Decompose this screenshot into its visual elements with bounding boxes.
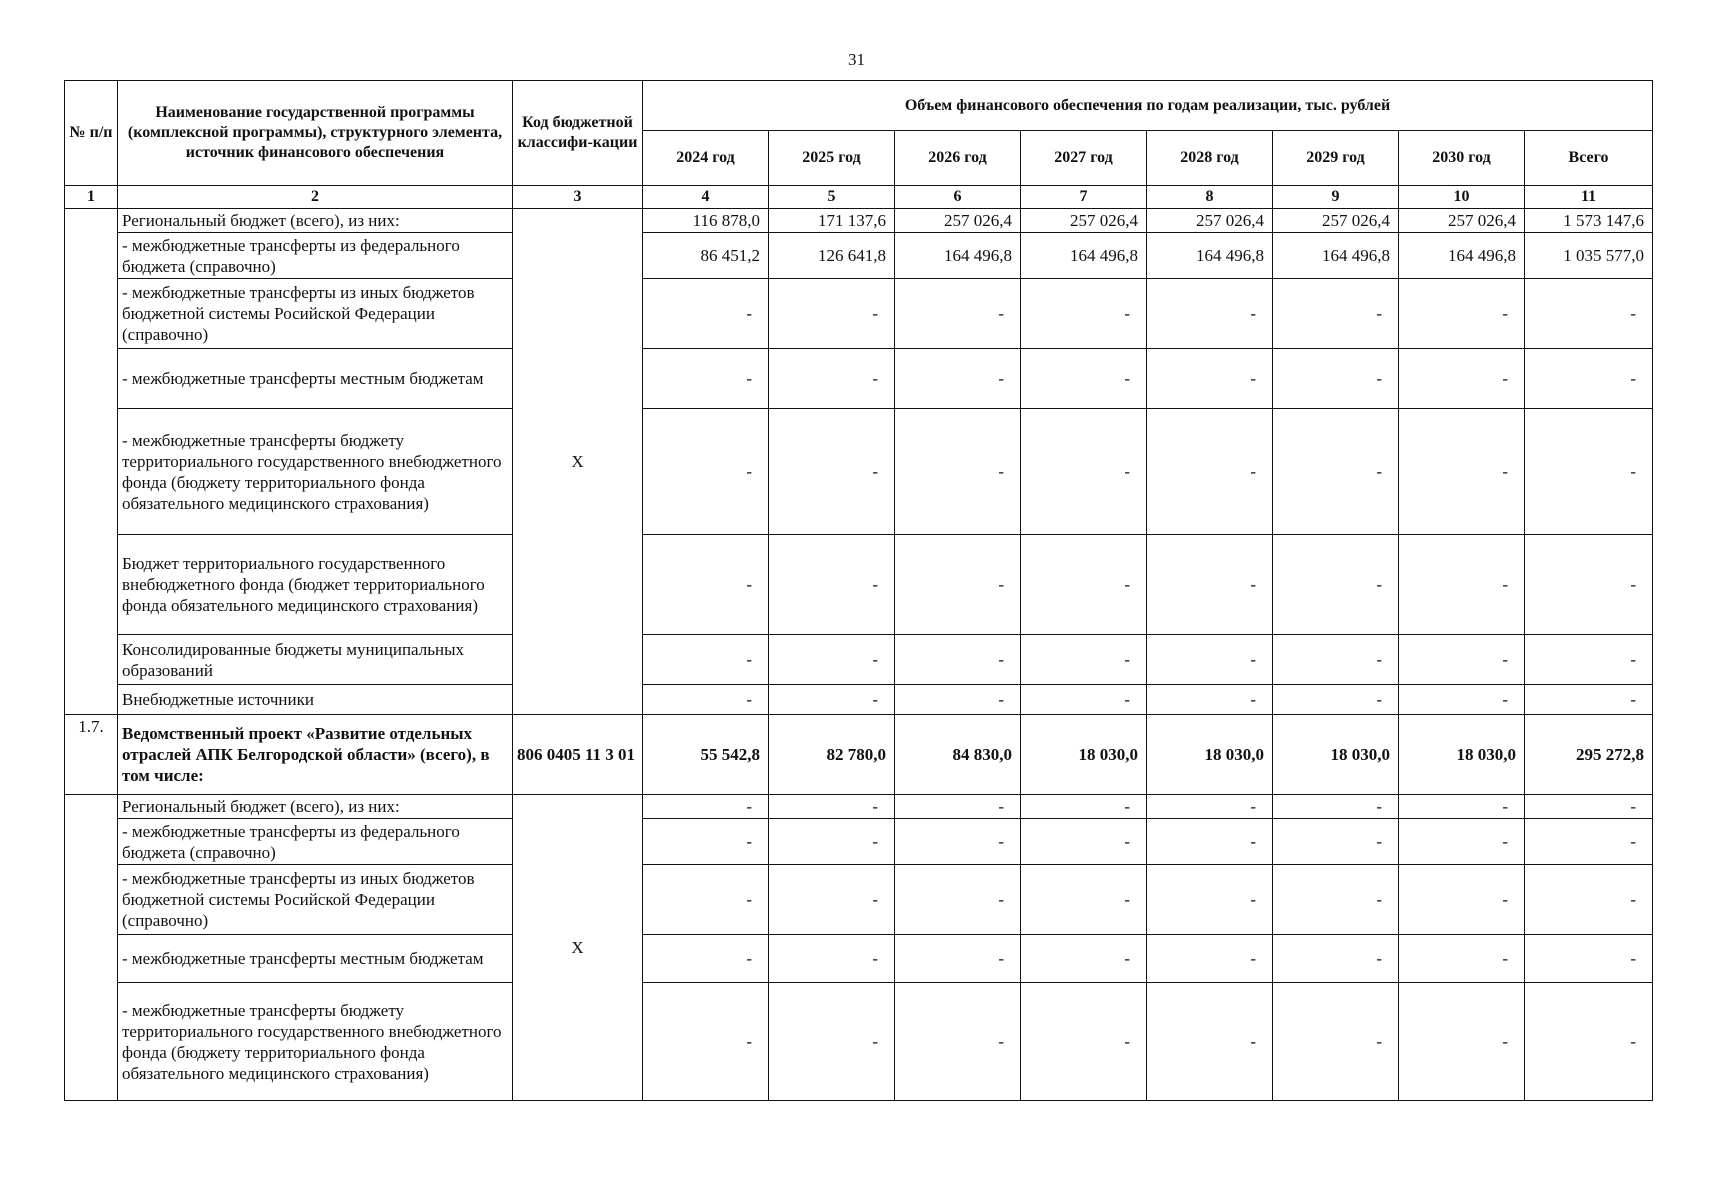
value-cell: -	[895, 535, 1021, 635]
value-cell: 257 026,4	[1021, 209, 1147, 233]
total-cell: -	[1525, 349, 1653, 409]
total-cell: -	[1525, 685, 1653, 715]
value-cell: -	[895, 935, 1021, 983]
row-name: - межбюджетные трансферты бюджету территориального государственного внебюджетного фонда (бюджету территориального фонда обязательного медицинского страхования)	[118, 983, 513, 1101]
value-cell: -	[769, 935, 895, 983]
total-cell: 295 272,8	[1525, 715, 1653, 795]
total-cell: -	[1525, 795, 1653, 819]
value-cell: -	[1399, 795, 1525, 819]
total-cell: -	[1525, 819, 1653, 865]
value-cell: -	[1147, 349, 1273, 409]
value-cell: -	[1273, 409, 1399, 535]
value-cell: -	[643, 535, 769, 635]
value-cell: 257 026,4	[1399, 209, 1525, 233]
value-cell: -	[895, 819, 1021, 865]
value-cell: -	[643, 795, 769, 819]
budget-code: X	[513, 209, 643, 715]
header-year: 2028 год	[1147, 131, 1273, 186]
value-cell: -	[643, 349, 769, 409]
row-name: - межбюджетные трансферты из федерального бюджета (справочно)	[118, 233, 513, 279]
value-cell: -	[1399, 865, 1525, 935]
value-cell: 257 026,4	[1273, 209, 1399, 233]
value-cell: -	[769, 349, 895, 409]
total-cell: -	[1525, 409, 1653, 535]
row-name: - межбюджетные трансферты бюджету территориального государственного внебюджетного фонда (бюджету территориального фонда обязательного медицинского страхования)	[118, 409, 513, 535]
table-row	[65, 535, 1653, 635]
value-cell: -	[1273, 279, 1399, 349]
total-cell: -	[1525, 279, 1653, 349]
budget-code: X	[513, 795, 643, 1101]
value-cell: -	[643, 865, 769, 935]
value-cell: 164 496,8	[895, 233, 1021, 279]
column-index: 5	[769, 186, 895, 209]
column-index: 3	[513, 186, 643, 209]
value-cell: -	[1399, 635, 1525, 685]
column-index: 8	[1147, 186, 1273, 209]
page-number: 31	[848, 50, 865, 69]
value-cell: 257 026,4	[1147, 209, 1273, 233]
row-name: Бюджет территориального государственного внебюджетного фонда (бюджет территориального фонда обязательного медицинского страхования)	[118, 535, 513, 635]
value-cell: -	[1147, 685, 1273, 715]
value-cell: -	[1399, 279, 1525, 349]
value-cell: 84 830,0	[895, 715, 1021, 795]
total-cell: -	[1525, 983, 1653, 1101]
value-cell: -	[643, 409, 769, 535]
total-cell: -	[1525, 865, 1653, 935]
value-cell: -	[1147, 635, 1273, 685]
value-cell: -	[1147, 865, 1273, 935]
value-cell: 126 641,8	[769, 233, 895, 279]
header-name: Наименование государственной программы (комплексной программы), структурного элемента, источник финансового обеспечения	[118, 81, 513, 186]
value-cell: 86 451,2	[643, 233, 769, 279]
table-row	[65, 409, 1653, 535]
row-name: - межбюджетные трансферты из иных бюджетов бюджетной системы Росийской Федерации (справочно)	[118, 279, 513, 349]
column-index: 1	[65, 186, 118, 209]
value-cell: -	[1399, 409, 1525, 535]
row-number: 1.7.	[65, 715, 118, 795]
total-cell: -	[1525, 935, 1653, 983]
value-cell: -	[1273, 819, 1399, 865]
table-row	[65, 819, 1653, 865]
value-cell: -	[769, 279, 895, 349]
table-row	[65, 935, 1653, 983]
value-cell: -	[895, 685, 1021, 715]
total-cell: -	[1525, 635, 1653, 685]
value-cell: -	[1399, 819, 1525, 865]
value-cell: 164 496,8	[1021, 233, 1147, 279]
project-row	[65, 715, 1653, 795]
row-name: Консолидированные бюджеты муниципальных образований	[118, 635, 513, 685]
header-year: 2026 год	[895, 131, 1021, 186]
table-row	[65, 795, 1653, 819]
value-cell: -	[895, 349, 1021, 409]
table-row	[65, 233, 1653, 279]
column-index: 10	[1399, 186, 1525, 209]
value-cell: 82 780,0	[769, 715, 895, 795]
value-cell: -	[769, 635, 895, 685]
value-cell: -	[895, 865, 1021, 935]
value-cell: 116 878,0	[643, 209, 769, 233]
table-row	[65, 279, 1653, 349]
value-cell: -	[1021, 349, 1147, 409]
table-row	[65, 209, 1653, 233]
table-row	[65, 635, 1653, 685]
value-cell: -	[1399, 935, 1525, 983]
row-name: Региональный бюджет (всего), из них:	[118, 795, 513, 819]
column-index: 4	[643, 186, 769, 209]
row-name: - межбюджетные трансферты из иных бюджетов бюджетной системы Росийской Федерации (справочно)	[118, 865, 513, 935]
value-cell: -	[1021, 635, 1147, 685]
value-cell: -	[1021, 865, 1147, 935]
column-index: 2	[118, 186, 513, 209]
value-cell: -	[769, 819, 895, 865]
budget-code: 806 0405 11 3 01	[513, 715, 643, 795]
project-name: Ведомственный проект «Развитие отдельных отраслей АПК Белгородской области» (всего), в том числе:	[118, 715, 513, 795]
header-code: Код бюджетной классифи-кации	[513, 81, 643, 186]
value-cell: -	[1147, 279, 1273, 349]
header-no: № п/п	[65, 81, 118, 186]
column-index: 6	[895, 186, 1021, 209]
value-cell: -	[1147, 535, 1273, 635]
value-cell: -	[769, 795, 895, 819]
value-cell: -	[1021, 935, 1147, 983]
value-cell: 55 542,8	[643, 715, 769, 795]
value-cell: -	[1021, 535, 1147, 635]
value-cell: 164 496,8	[1273, 233, 1399, 279]
value-cell: -	[1399, 983, 1525, 1101]
row-number-empty	[65, 795, 118, 1101]
value-cell: -	[895, 279, 1021, 349]
column-index: 9	[1273, 186, 1399, 209]
header-volume: Объем финансового обеспечения по годам реализации, тыс. рублей	[643, 81, 1653, 131]
row-name: Внебюджетные источники	[118, 685, 513, 715]
row-name: - межбюджетные трансферты местным бюджетам	[118, 935, 513, 983]
total-cell: 1 035 577,0	[1525, 233, 1653, 279]
row-name: - межбюджетные трансферты из федерального бюджета (справочно)	[118, 819, 513, 865]
column-index: 7	[1021, 186, 1147, 209]
value-cell: -	[1021, 983, 1147, 1101]
value-cell: -	[1147, 935, 1273, 983]
table-row	[65, 983, 1653, 1101]
value-cell: 171 137,6	[769, 209, 895, 233]
table-row	[65, 685, 1653, 715]
row-name: - межбюджетные трансферты местным бюджетам	[118, 349, 513, 409]
table-row	[65, 865, 1653, 935]
value-cell: -	[643, 935, 769, 983]
value-cell: -	[643, 685, 769, 715]
value-cell: -	[1147, 409, 1273, 535]
value-cell: -	[1021, 409, 1147, 535]
value-cell: -	[1021, 819, 1147, 865]
value-cell: -	[769, 685, 895, 715]
financing-table	[64, 80, 1653, 1101]
header-year: 2029 год	[1273, 131, 1399, 186]
header-year: 2030 год	[1399, 131, 1525, 186]
value-cell: 164 496,8	[1399, 233, 1525, 279]
value-cell: 18 030,0	[1147, 715, 1273, 795]
value-cell: -	[1147, 819, 1273, 865]
value-cell: -	[1021, 279, 1147, 349]
value-cell: -	[1273, 635, 1399, 685]
value-cell: -	[1273, 349, 1399, 409]
value-cell: -	[1021, 685, 1147, 715]
row-name: Региональный бюджет (всего), из них:	[118, 209, 513, 233]
value-cell: -	[1273, 935, 1399, 983]
value-cell: 18 030,0	[1399, 715, 1525, 795]
value-cell: -	[1273, 535, 1399, 635]
value-cell: -	[769, 865, 895, 935]
value-cell: -	[1399, 535, 1525, 635]
value-cell: -	[895, 635, 1021, 685]
value-cell: -	[769, 409, 895, 535]
value-cell: -	[769, 983, 895, 1101]
value-cell: -	[1273, 983, 1399, 1101]
value-cell: -	[1399, 349, 1525, 409]
value-cell: -	[1273, 865, 1399, 935]
value-cell: -	[1021, 795, 1147, 819]
value-cell: 18 030,0	[1273, 715, 1399, 795]
value-cell: -	[895, 795, 1021, 819]
value-cell: -	[643, 279, 769, 349]
header-year: 2025 год	[769, 131, 895, 186]
value-cell: -	[1399, 685, 1525, 715]
column-index: 11	[1525, 186, 1653, 209]
value-cell: -	[643, 819, 769, 865]
value-cell: -	[895, 409, 1021, 535]
value-cell: 257 026,4	[895, 209, 1021, 233]
value-cell: -	[643, 635, 769, 685]
header-total: Всего	[1525, 131, 1653, 186]
value-cell: 18 030,0	[1021, 715, 1147, 795]
value-cell: 164 496,8	[1147, 233, 1273, 279]
value-cell: -	[1147, 983, 1273, 1101]
value-cell: -	[643, 983, 769, 1101]
value-cell: -	[1273, 685, 1399, 715]
value-cell: -	[1273, 795, 1399, 819]
header-year: 2024 год	[643, 131, 769, 186]
table-row	[65, 349, 1653, 409]
row-number-empty	[65, 209, 118, 715]
value-cell: -	[769, 535, 895, 635]
header-year: 2027 год	[1021, 131, 1147, 186]
total-cell: -	[1525, 535, 1653, 635]
value-cell: -	[895, 983, 1021, 1101]
value-cell: -	[1147, 795, 1273, 819]
total-cell: 1 573 147,6	[1525, 209, 1653, 233]
